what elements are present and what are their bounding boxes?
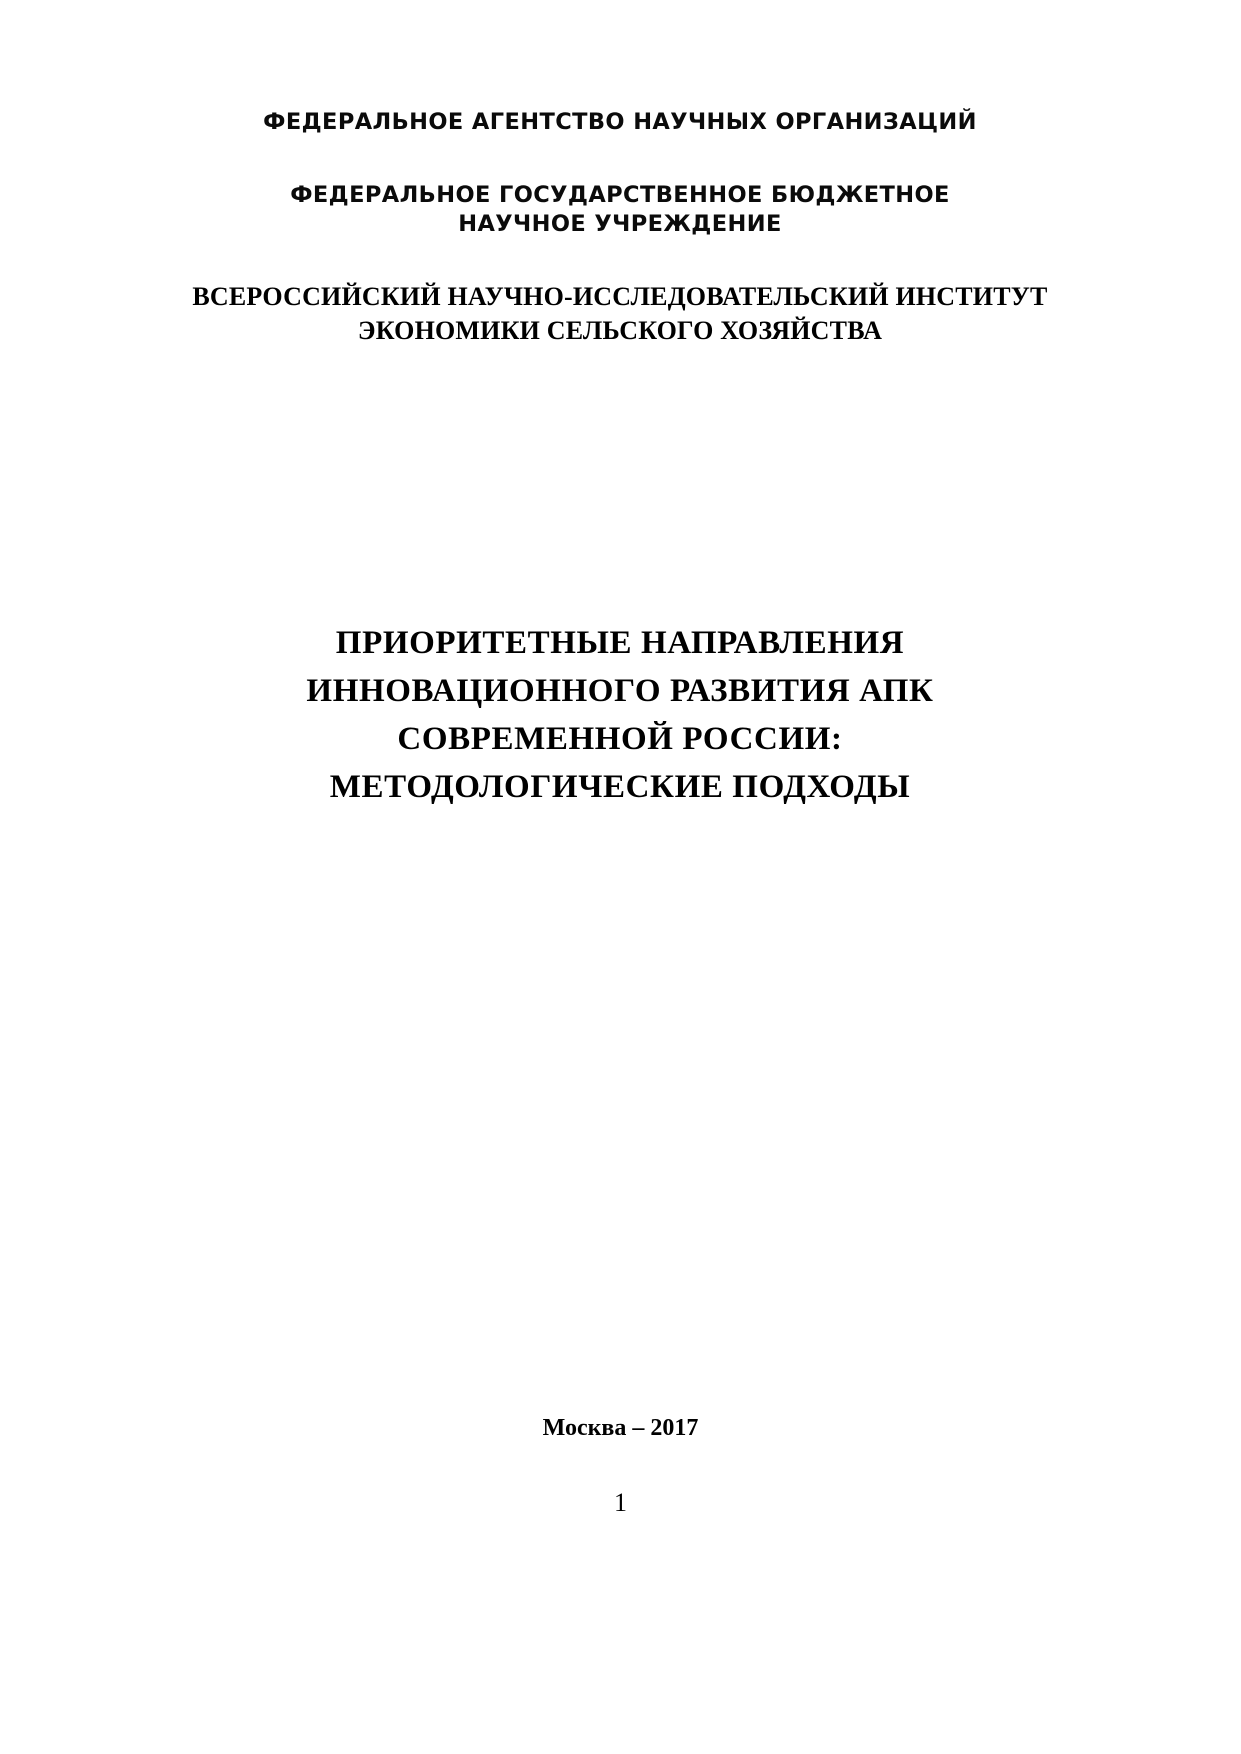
institution-type-line-1: ФЕДЕРАЛЬНОЕ ГОСУДАРСТВЕННОЕ БЮДЖЕТНОЕ [290, 181, 950, 208]
institute-name-line-2: ЭКОНОМИКИ СЕЛЬСКОГО ХОЗЯЙСТВА [357, 316, 883, 346]
institute-name-line-1: ВСЕРОССИЙСКИЙ НАУЧНО-ИССЛЕДОВАТЕЛЬСКИЙ ИНСТИТУТ [192, 282, 1048, 312]
agency-name: ФЕДЕРАЛЬНОЕ АГЕНТСТВО НАУЧНЫХ ОРГАНИЗАЦИЙ [263, 109, 977, 135]
institution-type-line-2: НАУЧНОЕ УЧРЕЖДЕНИЕ [458, 210, 782, 237]
title-line-2: ИННОВАЦИОННОГО РАЗВИТИЯ АПК [306, 672, 934, 709]
title-line-3: СОВРЕМЕННОЙ РОССИИ: [397, 720, 843, 757]
institute-name [120, 280, 1120, 348]
page-title [150, 620, 1090, 811]
organization-block [120, 108, 1120, 348]
title-line-1: ПРИОРИТЕТНЫЕ НАПРАВЛЕНИЯ [335, 625, 905, 661]
title-line-4: МЕТОДОЛОГИЧЕСКИЕ ПОДХОДЫ [329, 768, 911, 805]
institution-type [120, 181, 1120, 239]
page-number: 1 [614, 1488, 627, 1517]
imprint-city-year: Москва – 2017 [542, 1415, 699, 1441]
